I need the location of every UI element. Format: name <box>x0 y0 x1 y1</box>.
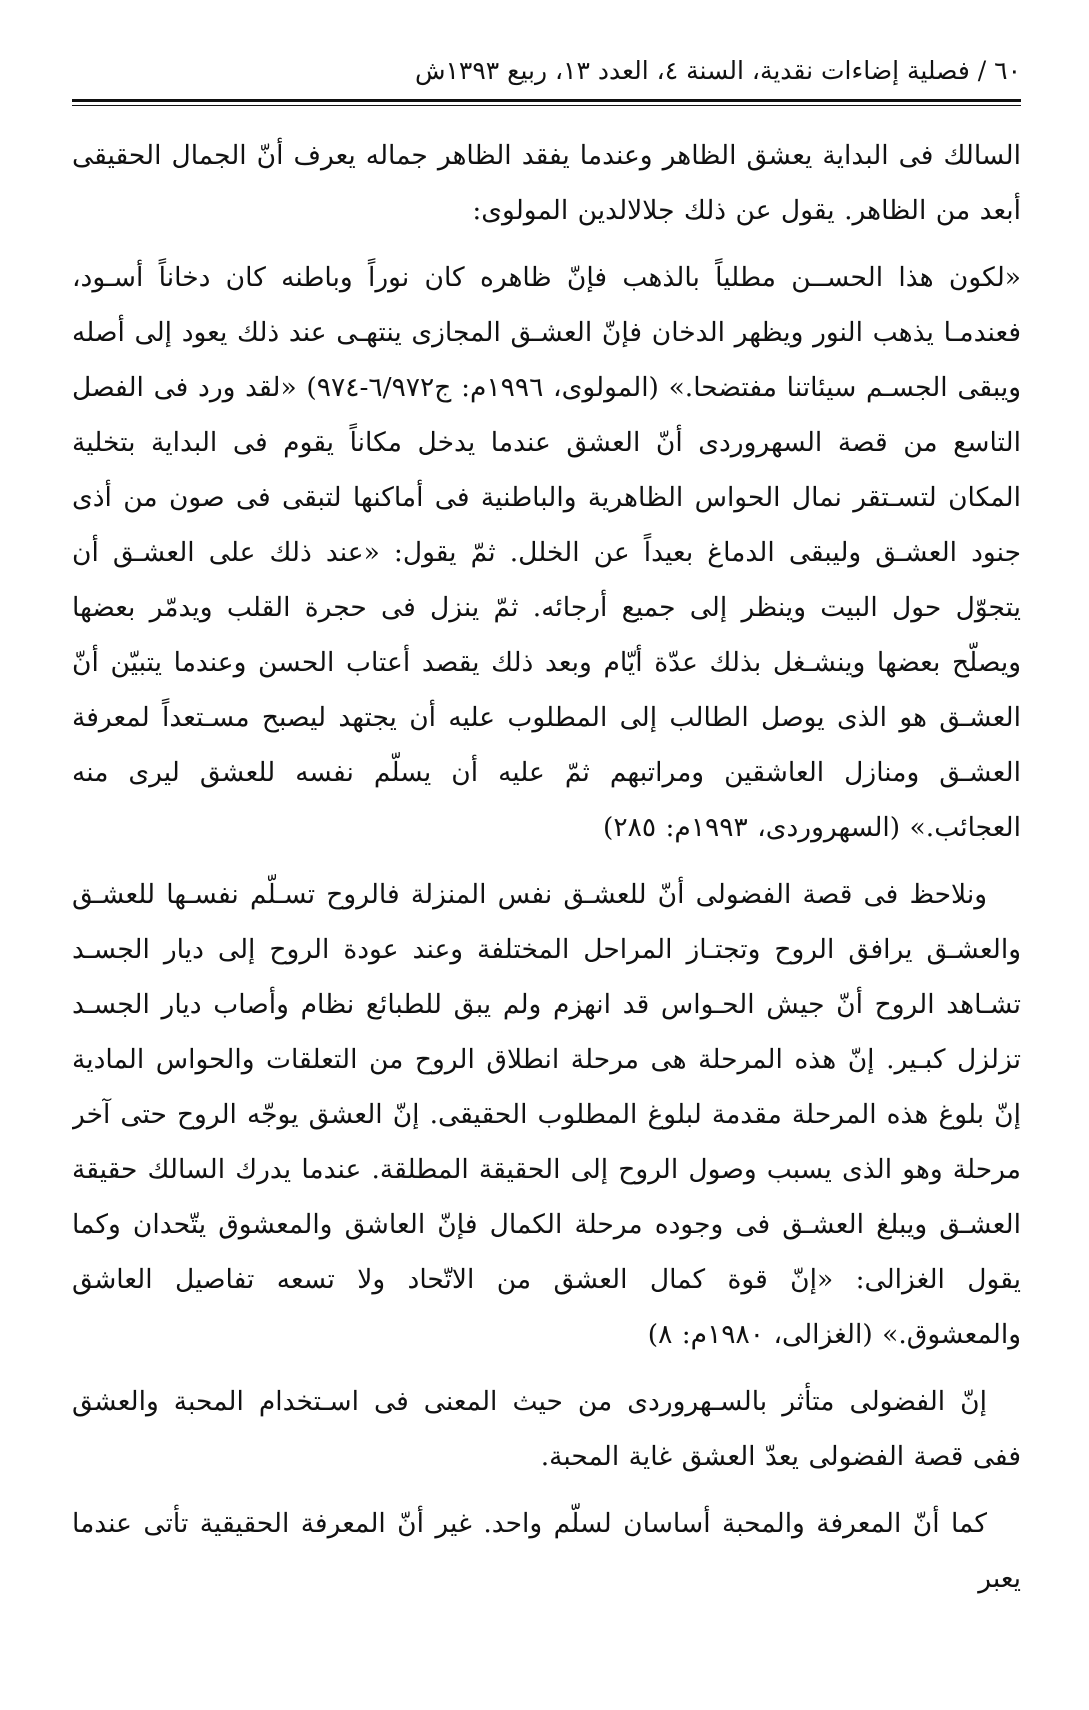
paragraph-5: كما أنّ المعرفة والمحبة أساسان لسلّم واحد. غير أنّ المعرفة الحقيقية تأتى عندما يعبر <box>72 1508 1021 1594</box>
paragraph-3: ونلاحظ فى قصة الفضولى أنّ للعشـق نفس المنزلة فالروح تسـلّم نفسـها للعشـق والعشـق يرافق الروح وتجتـاز المراحل المختلفة وعند عودة الروح إلى ديار الجسـد تشـاهد الروح أنّ جيش الحـواس قد انهزم ولم يبق للطبائع نظام وأصاب ديار الجسـد تزلزل كبـير. إنّ هذه المرحلة هى مرحلة انطلاق الروح من التعلقات والحواس المادية إنّ بلوغ هذه المرحلة مقدمة لبلوغ المطلوب الحقيقى. إنّ العشق يوجّه الروح حتى آخر مرحلة وهو الذى يسبب وصول الروح إلى الحقيقة المطلقة. عندما يدرك السالك حقيقة العشـق ويبلغ العشـق فى وجوده مرحلة الكمال فإنّ العاشق والمعشوق يتّحدان وكما يقول الغزالى: «إنّ قوة كمال العشق من الاتّحاد ولا تسعه تفاصيل العاشق والمعشوق.» (الغزالى، ١٩٨٠م: ٨) <box>72 879 1021 1350</box>
header-rule <box>72 99 1021 102</box>
paragraph-1: السالك فى البداية يعشق الظاهر وعندما يفقد الظاهر جماله يعرف أنّ الجمال الحقيقى أبعد من الظاهر. يقول عن ذلك جلالالدين المولوى: <box>72 140 1021 226</box>
header-rule-thin <box>72 105 1021 106</box>
paragraph-2-quotation: «لكون هذا الحســن مطلياً بالذهب فإنّ ظاهره كان نوراً وباطنه كان دخاناً أسـود، فعندمـا يذهب النور ويظهر الدخان فإنّ العشـق المجازى ينتهـى عند ذلك يعود إلى أصله ويبقى الجسـم سيئاتنا مفتضحا.» (المولوى، ١٩٩٦م: ج٦/٩٧٢-٩٧٤) «لقد ورد فى الفصل التاسع من قصة السهروردى أنّ العشق عندما يدخل مكاناً يقوم فى البداية بتخلية المكان لتسـتقر نمال الحواس الظاهرية والباطنية فى أماكنها لتبقى فى صون من أذى جنود العشـق وليبقى الدماغ بعيداً عن الخلل. ثمّ يقول: «عند ذلك على العشـق أن يتجوّل حول البيت وينظر إلى جميع أرجائه. ثمّ ينزل فى حجرة القلب ويدمّر بعضها ويصلّح بعضها وينشـغل بذلك عدّة أيّام وبعد ذلك يقصد أعتاب الحسن وعندما يتبيّن أنّ العشـق هو الذى يوصل الطالب إلى المطلوب عليه أن يجتهد ليصبح مسـتعداً لمعرفة العشـق ومنازل العاشقين ومراتبهم ثمّ عليه أن يسلّم نفسه للعشق ليرى منه العجائب.» (السهروردى، ١٩٩٣م: ٢٨٥) <box>72 262 1021 843</box>
paragraph-4: إنّ الفضولى متأثر بالسـهروردى من حيث المعنى فى اسـتخدام المحبة والعشق ففى قصة الفضولى يعدّ العشق غاية المحبة. <box>72 1386 1021 1472</box>
article-body <box>72 128 1021 1690</box>
running-header: ٦٠ / فصلية إضاءات نقدية، السنة ٤، العدد ١٣، ربيع ١٣٩٣ش <box>414 56 1021 85</box>
